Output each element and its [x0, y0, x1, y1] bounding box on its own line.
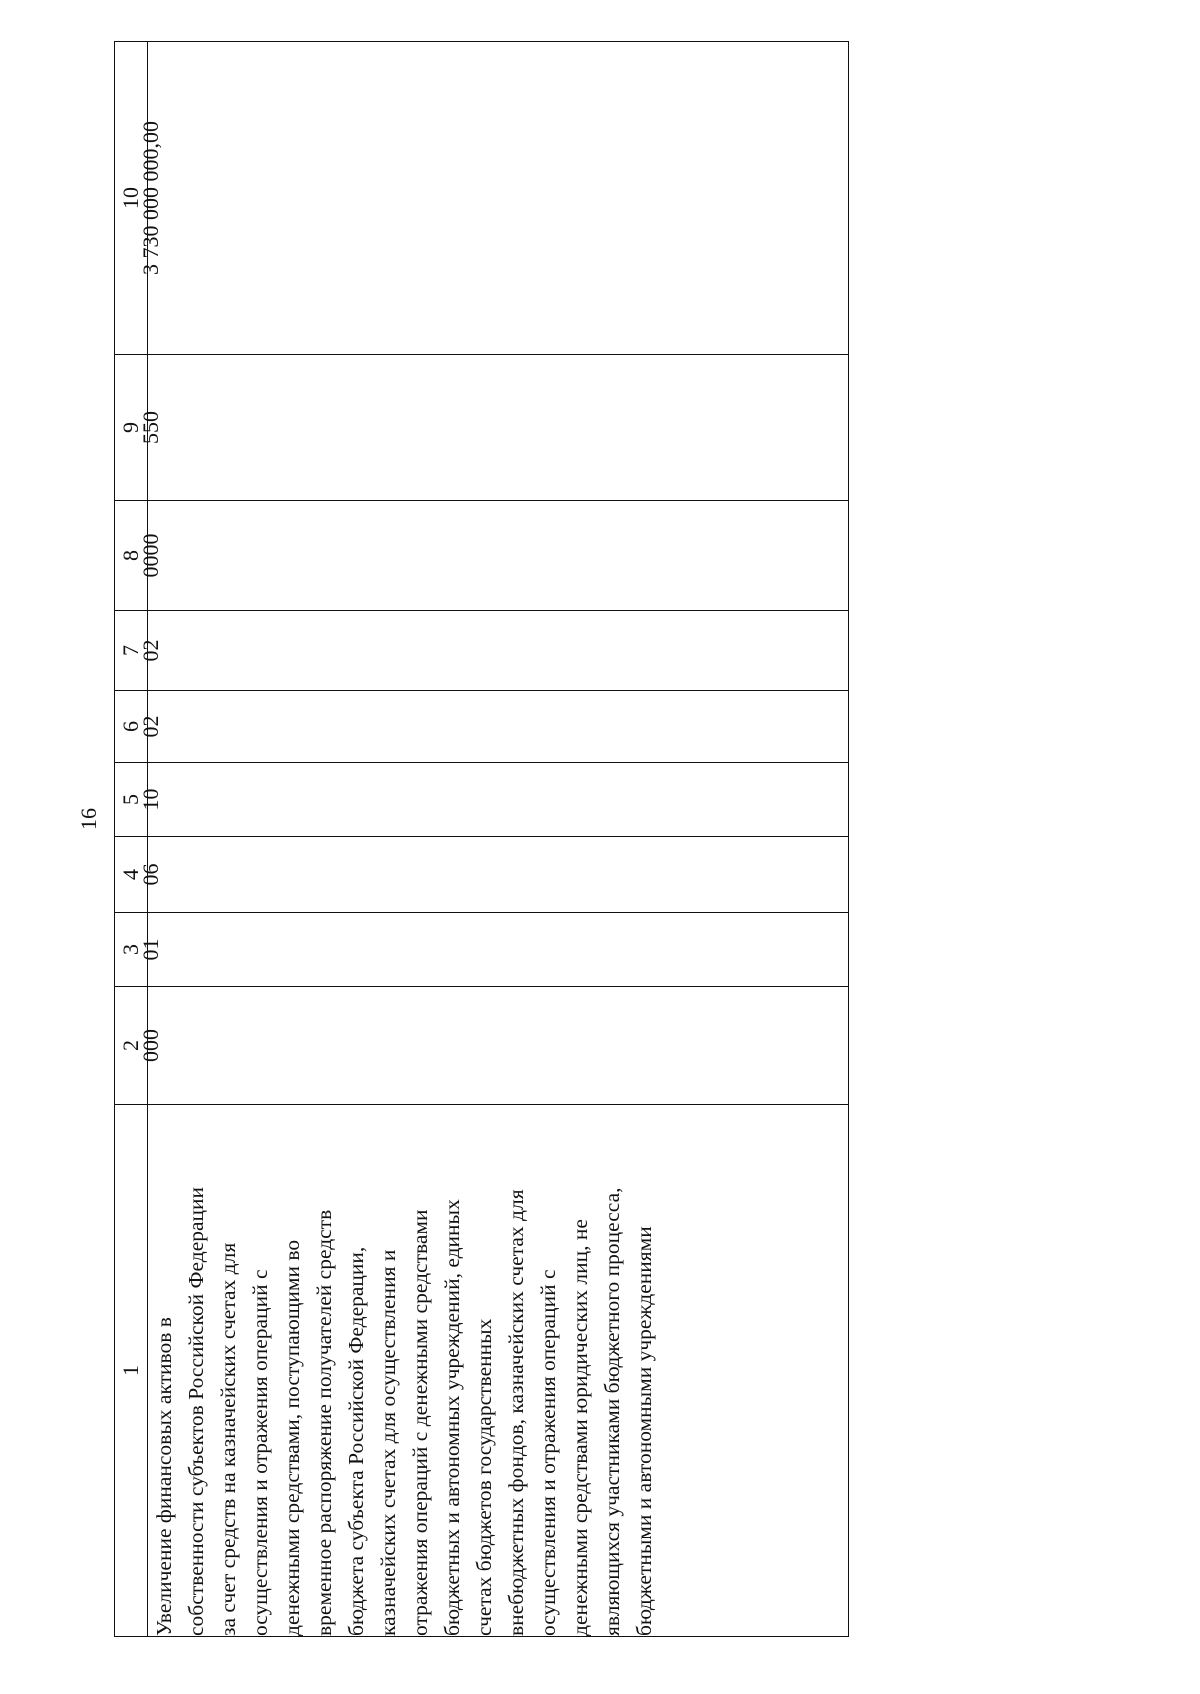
- header-col-1: 1: [115, 1105, 148, 1637]
- cell-subtype-code: 0000: [148, 501, 849, 611]
- header-col-8: 8: [115, 501, 148, 611]
- cell-subarticle-code: 02: [148, 691, 849, 763]
- header-col-3: 3: [115, 913, 148, 987]
- header-col-4: 4: [115, 837, 148, 913]
- header-col-6: 6: [115, 691, 148, 763]
- header-col-5: 5: [115, 763, 148, 837]
- page-number: 16: [76, 808, 101, 830]
- cell-article-code: 10: [148, 763, 849, 837]
- cell-group-code: 01: [148, 913, 849, 987]
- header-col-9: 9: [115, 355, 148, 501]
- header-col-10: 10: [115, 42, 148, 355]
- cell-subgroup-code: 06: [148, 837, 849, 913]
- row-description: Увеличение финансовых активов в собственности субъектов Российской Федерации за счет средств на казначейских счетах для осуществления и отражения операций с денежными средствами, поступающими во временное распоряжение получателей средств бюджета субъекта Российской Федерации, казначейских счетах для осуществления и отражения операций с денежными средствами бюджетных и автономных учреждений, единых счетах бюджетов государственных внебюджетных фондов, казначейских счетах для осуществления и отражения операций с денежными средствами юридических лиц, не являющихся участниками бюджетного процесса, бюджетными и автономными учреждениями: [148, 1105, 849, 1637]
- header-col-7: 7: [115, 611, 148, 691]
- cell-operation-code: 550: [148, 355, 849, 501]
- cell-amount: 3 730 000 000,00: [148, 42, 849, 355]
- cell-element-code: 02: [148, 611, 849, 691]
- budget-classification-table: [114, 41, 849, 1637]
- table-row: [148, 42, 849, 1637]
- budget-table-wrapper: [114, 42, 849, 1637]
- header-col-2: 2: [115, 987, 148, 1105]
- header-row: [115, 42, 148, 1637]
- cell-admin-code: 000: [148, 987, 849, 1105]
